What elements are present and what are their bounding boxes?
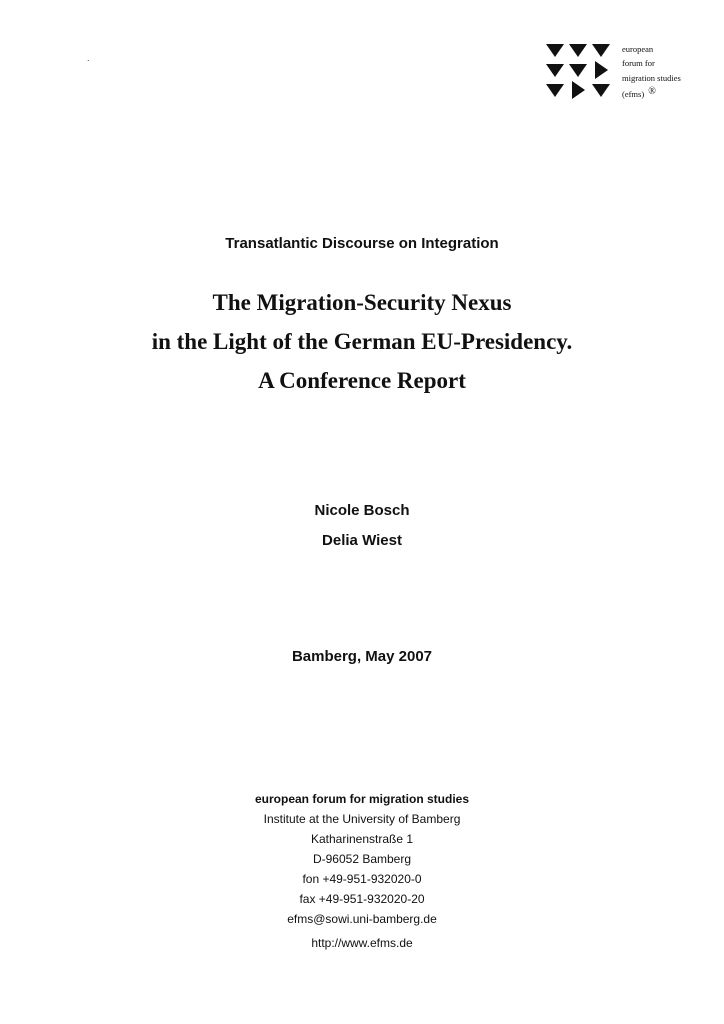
logo-triangle bbox=[572, 81, 585, 99]
organization-website: http://www.efms.de bbox=[311, 936, 413, 950]
organization-institute: Institute at the University of Bamberg bbox=[263, 812, 461, 826]
title-line: A Conference Report bbox=[258, 368, 466, 393]
logo-text bbox=[622, 42, 681, 101]
logo-triangle bbox=[546, 64, 564, 77]
logo-line: (efms) ® bbox=[622, 85, 656, 99]
logo-triangle bbox=[592, 84, 610, 97]
author-name: Nicole Bosch bbox=[314, 502, 410, 519]
title-line: in the Light of the German EU-Presidency. bbox=[151, 329, 573, 354]
corner-mark: . bbox=[87, 53, 90, 63]
organization-address bbox=[0, 789, 724, 953]
document-title bbox=[0, 283, 724, 400]
logo-triangle bbox=[569, 64, 587, 77]
logo-triangle bbox=[569, 44, 587, 57]
author-name: Delia Wiest bbox=[322, 532, 402, 549]
logo-triangle bbox=[546, 44, 564, 57]
authors bbox=[0, 496, 724, 556]
logo-triangle bbox=[546, 84, 564, 97]
organization-fax: fax +49-951-932020-20 bbox=[299, 892, 425, 906]
logo-line: forum for bbox=[622, 58, 655, 69]
title-line: The Migration-Security Nexus bbox=[212, 290, 512, 315]
logo-line: european bbox=[622, 44, 654, 54]
logo-line: migration studies bbox=[622, 72, 681, 83]
efms-logo bbox=[546, 42, 706, 102]
organization-street: Katharinenstraße 1 bbox=[310, 832, 414, 846]
organization-phone: fon +49-951-932020-0 bbox=[302, 872, 422, 886]
organization-email: efms@sowi.uni-bamberg.de bbox=[287, 912, 437, 926]
triangle-grid-icon bbox=[546, 42, 612, 100]
logo-triangle bbox=[595, 61, 608, 79]
organization-name: european forum for migration studies bbox=[254, 792, 470, 806]
logo-triangle bbox=[592, 44, 610, 57]
place-date: Bamberg, May 2007 bbox=[291, 648, 433, 665]
registered-mark: ® bbox=[648, 85, 656, 97]
series-title: Transatlantic Discourse on Integration bbox=[225, 235, 499, 252]
organization-city: D-96052 Bamberg bbox=[312, 852, 412, 866]
